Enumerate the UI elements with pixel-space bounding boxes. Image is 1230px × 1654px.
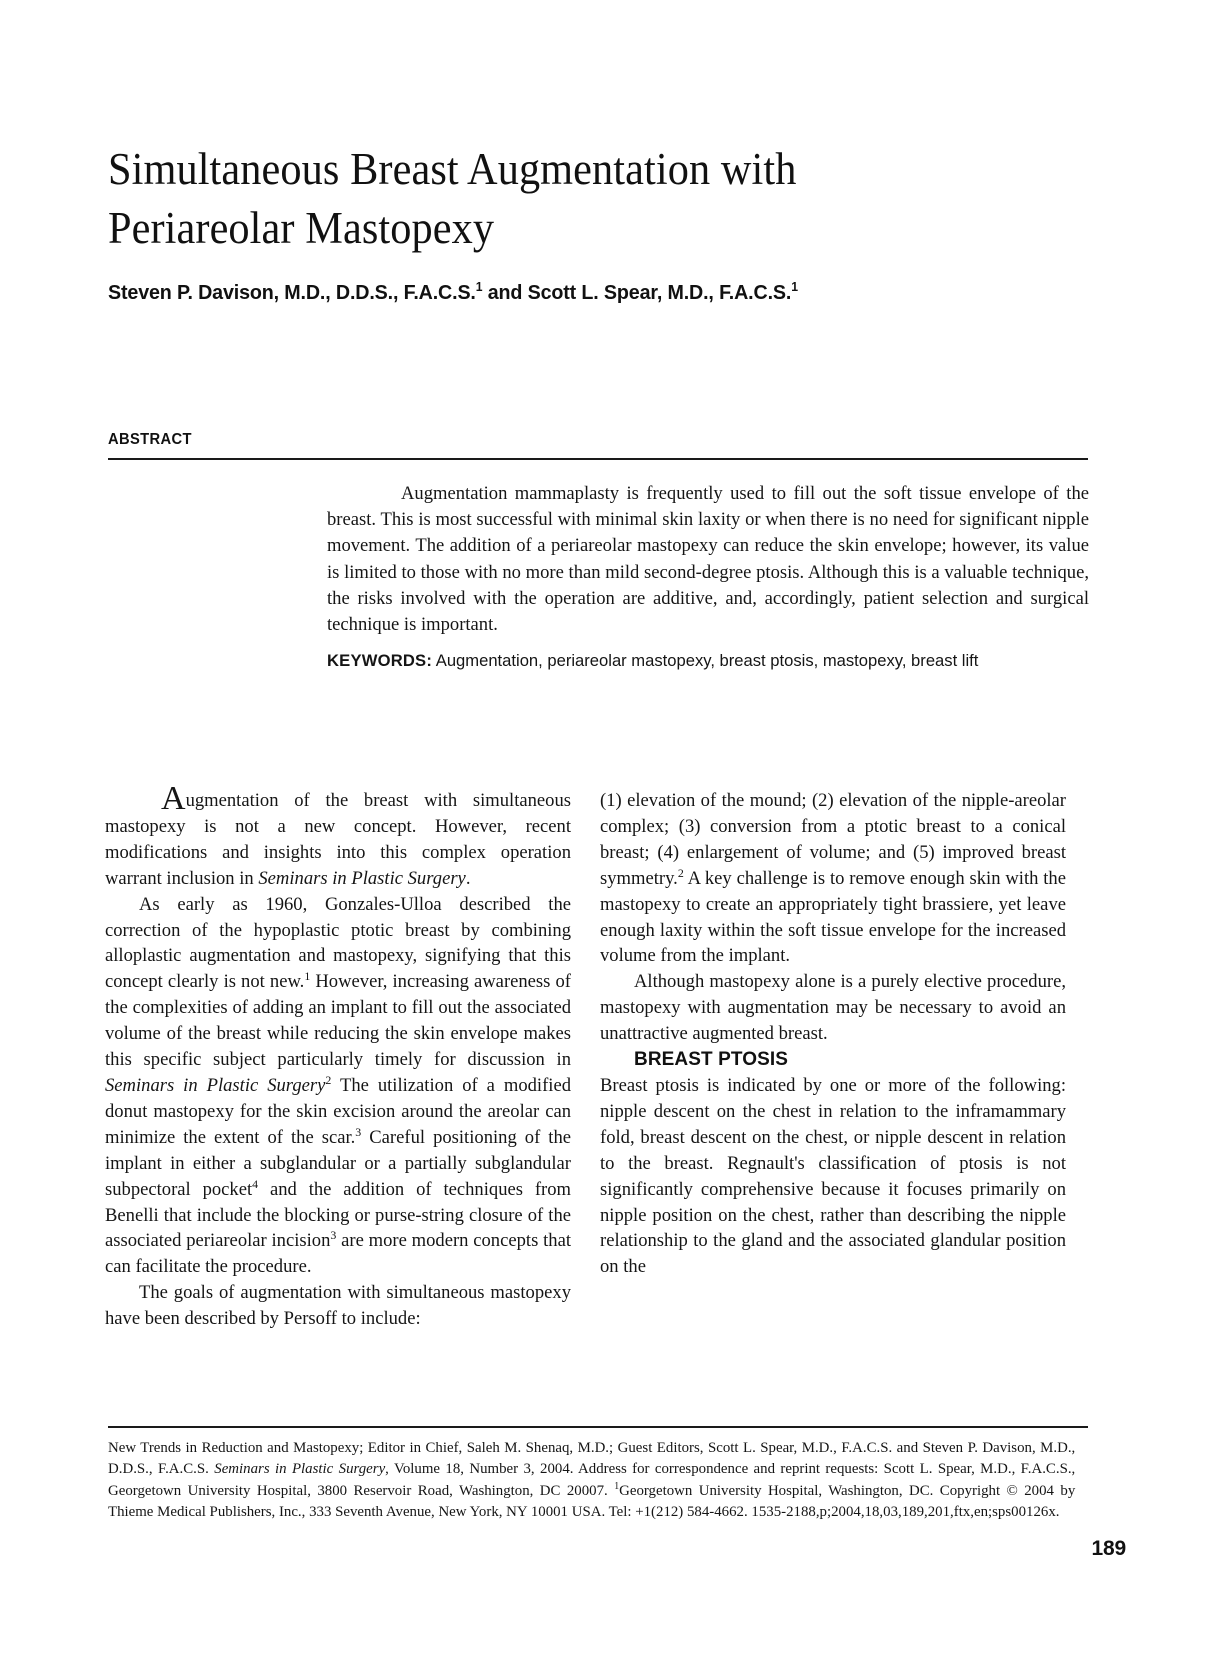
paragraph-intro — [105, 780, 571, 892]
footnote-text — [108, 1438, 1075, 1523]
journal-title-italic-2: Seminars in Plastic Surgery — [105, 1074, 326, 1096]
footnote-part-a: New Trends in Reduction and Mastopexy; Editor in Chief, Saleh M. Shenaq, M.D.; Guest Editors, Scott L. Spear, M.D., F.A.C.S. and Steven P. Davison, M.D., D.D.S., F.A.C.S. — [108, 1440, 1076, 1478]
citation-marker-4: 4 — [252, 1176, 259, 1191]
author-byline — [108, 281, 1068, 305]
citation-marker-2: 2 — [325, 1072, 332, 1087]
body-column-left — [105, 780, 572, 1332]
abstract-divider-rule — [108, 458, 1088, 460]
history-text-c: The utilization of a modified donut mastopexy for the skin excision around the areolar can minimize the extent of the scar. — [105, 1074, 572, 1148]
keywords-label: KEYWORDS: — [327, 651, 433, 670]
history-text-f: are more modern concepts that can facilitate the procedure. — [105, 1230, 571, 1278]
history-text-a: As early as 1960, Gonzales-Ulloa described the correction of the hypoplastic ptotic breast by combining alloplastic augmentation and mastopexy, signifying that this concept clearly is not new. — [105, 893, 571, 993]
citation-marker-1: 1 — [304, 969, 311, 984]
history-text-b: However, increasing awareness of the complexities of adding an implant to fill out the associated volume of the breast while reducing the skin envelope makes this specific subject particularly timely for discussion in — [105, 971, 571, 1071]
drop-cap: A — [161, 780, 186, 817]
footnote-part-c: Georgetown University Hospital, Washington, DC. Copyright © 2004 by Thieme Medical Publishers, Inc., 333 Seventh Avenue, New York, NY 10001 USA. Tel: +1(212) 584-4662. 1535-2188,p;2004,18,03,189,201,ftx,en;sps00126x. — [108, 1482, 1076, 1520]
goals-text-b: A key challenge is to remove enough skin with the mastopexy to create an appropriately tight brassiere, yet leave enough laxity within the soft tissue envelope for the increased volume from the implant. — [600, 867, 1066, 967]
author-two-affiliation-marker: 1 — [791, 279, 798, 295]
paragraph-intro-text: ugmentation of the breast with simultaneous mastopexy is not a new concept. However, recent modifications and insights into this complex operation warrant inclusion in — [105, 790, 571, 889]
paragraph-intro-tail: . — [465, 867, 471, 889]
page-number: 189 — [1091, 1537, 1126, 1560]
keywords-block — [327, 648, 1027, 674]
history-text-d: Careful positioning of the implant in either a subglandular or a partially subglandular subpectoral pocket — [105, 1126, 572, 1200]
footnote-affiliation-marker: 1 — [614, 1480, 620, 1492]
history-text-e: and the addition of techniques from Benelli that include the blocking or purse-string closure of the associated periareolar incision — [105, 1178, 571, 1252]
body-column-right — [600, 788, 1066, 1280]
page-title — [108, 140, 1029, 259]
footnote-part-b: , Volume 18, Number 3, 2004. Address for correspondence and reprint requests: Scott L. Spear, M.D., F.A.C.S., Georgetown University Hospital, 3800 Reservoir Road, Washington, DC 20007. — [108, 1461, 1076, 1499]
citation-marker-3: 3 — [355, 1124, 362, 1139]
citation-marker-5: 3 — [330, 1228, 337, 1243]
author-two: and Scott L. Spear, M.D., F.A.C.S. — [482, 281, 792, 304]
citation-marker-6: 2 — [677, 865, 684, 880]
footnote-journal-italic: Seminars in Plastic Surgery — [214, 1461, 386, 1478]
goals-text-a: (1) elevation of the mound; (2) elevation of the nipple-areolar complex; (3) conversion from a ptotic breast to a conical breast; (4) enlargement of volume; and (5) improved breast symmetry. — [600, 790, 1066, 889]
paragraph-goals: The goals of augmentation with simultaneous mastopexy have been described by Persoff to include: — [105, 1282, 571, 1330]
footer-divider-rule — [108, 1426, 1088, 1428]
paragraph-history — [105, 892, 571, 1281]
paragraph-elective: Although mastopexy alone is a purely elective procedure, mastopexy with augmentation may be necessary to avoid an unattractive augmented breast. — [600, 971, 1066, 1045]
article-title-line-2: Periareolar Mastopexy — [108, 203, 495, 254]
author-one: Steven P. Davison, M.D., D.D.S., F.A.C.S. — [108, 281, 476, 304]
author-one-affiliation-marker: 1 — [475, 279, 483, 295]
article-title-line-1: Simultaneous Breast Augmentation with — [108, 144, 797, 194]
journal-title-italic: Seminars in Plastic Surgery — [258, 867, 466, 889]
abstract-text: Augmentation mammaplasty is frequently used to fill out the soft tissue envelope of the breast. This is most successful with minimal skin laxity or when there is no need for significant nipple movement. The addition of a periareolar mastopexy can reduce the skin envelope; however, its value is limited to those with no more than mild second-degree ptosis. Although this is a valuable technique, the risks involved with the operation are additive, and, accordingly, patient selection and surgical technique is important. — [327, 483, 1089, 636]
title-block — [108, 140, 1088, 259]
paragraph-goals-list — [600, 788, 1066, 969]
paragraph-ptosis: Breast ptosis is indicated by one or more of the following: nipple descent on the chest in relation to the inframammary fold, breast descent on the chest, or nipple descent in relation to the breast. Regnault's classification of ptosis is not significantly comprehensive because it focuses primarily on nipple position on the chest, rather than describing the nipple relationship to the gland and the associated glandular position on the — [600, 1074, 1066, 1278]
keywords-list: Augmentation, periareolar mastopexy, breast ptosis, mastopexy, breast lift — [432, 651, 979, 670]
section-heading-breast-ptosis: BREAST PTOSIS — [634, 1049, 789, 1071]
abstract-label: ABSTRACT — [108, 431, 192, 448]
